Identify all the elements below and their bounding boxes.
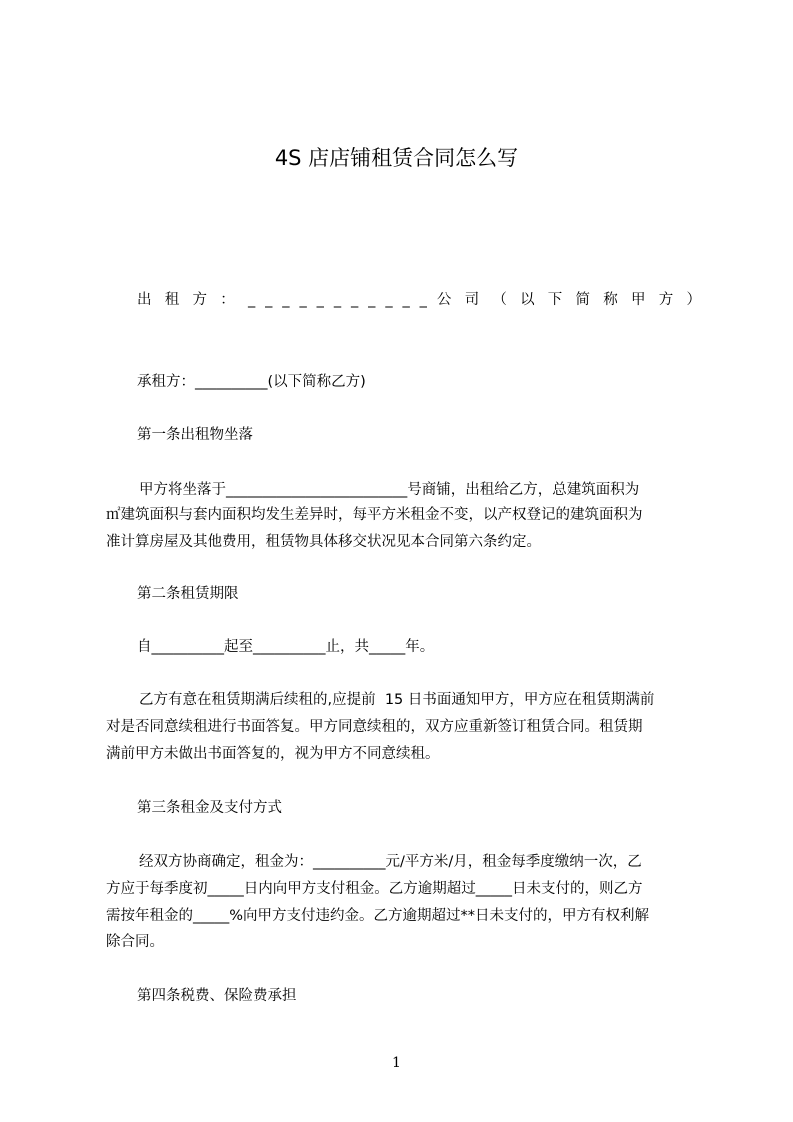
document-title: 4S 店店铺租赁合同怎么写 <box>274 146 519 170</box>
article-2-line-2: 乙方有意在租赁期满后续租的,应提前 15 日书面通知甲方，甲方应在租赁期满前 <box>139 692 655 708</box>
article-3-line-2: 方应于每季度初_____日内向甲方支付租金。乙方逾期超过_____日未支付的，则乙方 <box>106 881 643 897</box>
article-1-line-1: 甲方将坐落于_________________________号商铺，出租给乙方，总建筑面积为 <box>139 482 640 498</box>
article-2-heading: 第二条租赁期限 <box>137 586 239 602</box>
article-3-line-4: 除合同。 <box>106 934 164 950</box>
article-3-line-3: 需按年租金的_____%向甲方支付违约金。乙方逾期超过**日未支付的，甲方有权利解 <box>106 908 650 924</box>
article-4-heading: 第四条税费、保险费承担 <box>137 988 297 1004</box>
article-3-heading: 第三条租金及支付方式 <box>137 800 282 816</box>
article-2-line-3: 对是否同意续租进行书面答复。甲方同意续租的，双方应重新签订租赁合同。租赁期 <box>106 719 643 735</box>
article-3-line-1: 经双方协商确定，租金为：__________元/平方米/月，租金每季度缴纳一次，乙 <box>139 854 642 870</box>
article-1-heading: 第一条出租物坐落 <box>137 427 253 443</box>
article-1-line-3: 准计算房屋及其他费用，租赁物具体移交状况见本合同第六条约定。 <box>106 534 541 550</box>
article-2-line-4: 满前甲方未做出书面答复的，视为甲方不同意续租。 <box>106 746 440 762</box>
lessee-line: 承租方：__________(以下简称乙方) <box>137 374 366 390</box>
article-2-line-1: 自__________起至__________止，共_____年。 <box>137 639 435 655</box>
article-1-line-2: ㎡建筑面积与套内面积均发生差异时，每平方米租金不变，以产权登记的建筑面积为 <box>106 507 643 523</box>
page-number: 1 <box>392 1055 401 1071</box>
lessor-line: 出 租 方 ： _ _ _ _ _ _ _ _ _ _ _ 公 司 （ 以 下 简 称 甲 方 ） <box>137 292 702 308</box>
